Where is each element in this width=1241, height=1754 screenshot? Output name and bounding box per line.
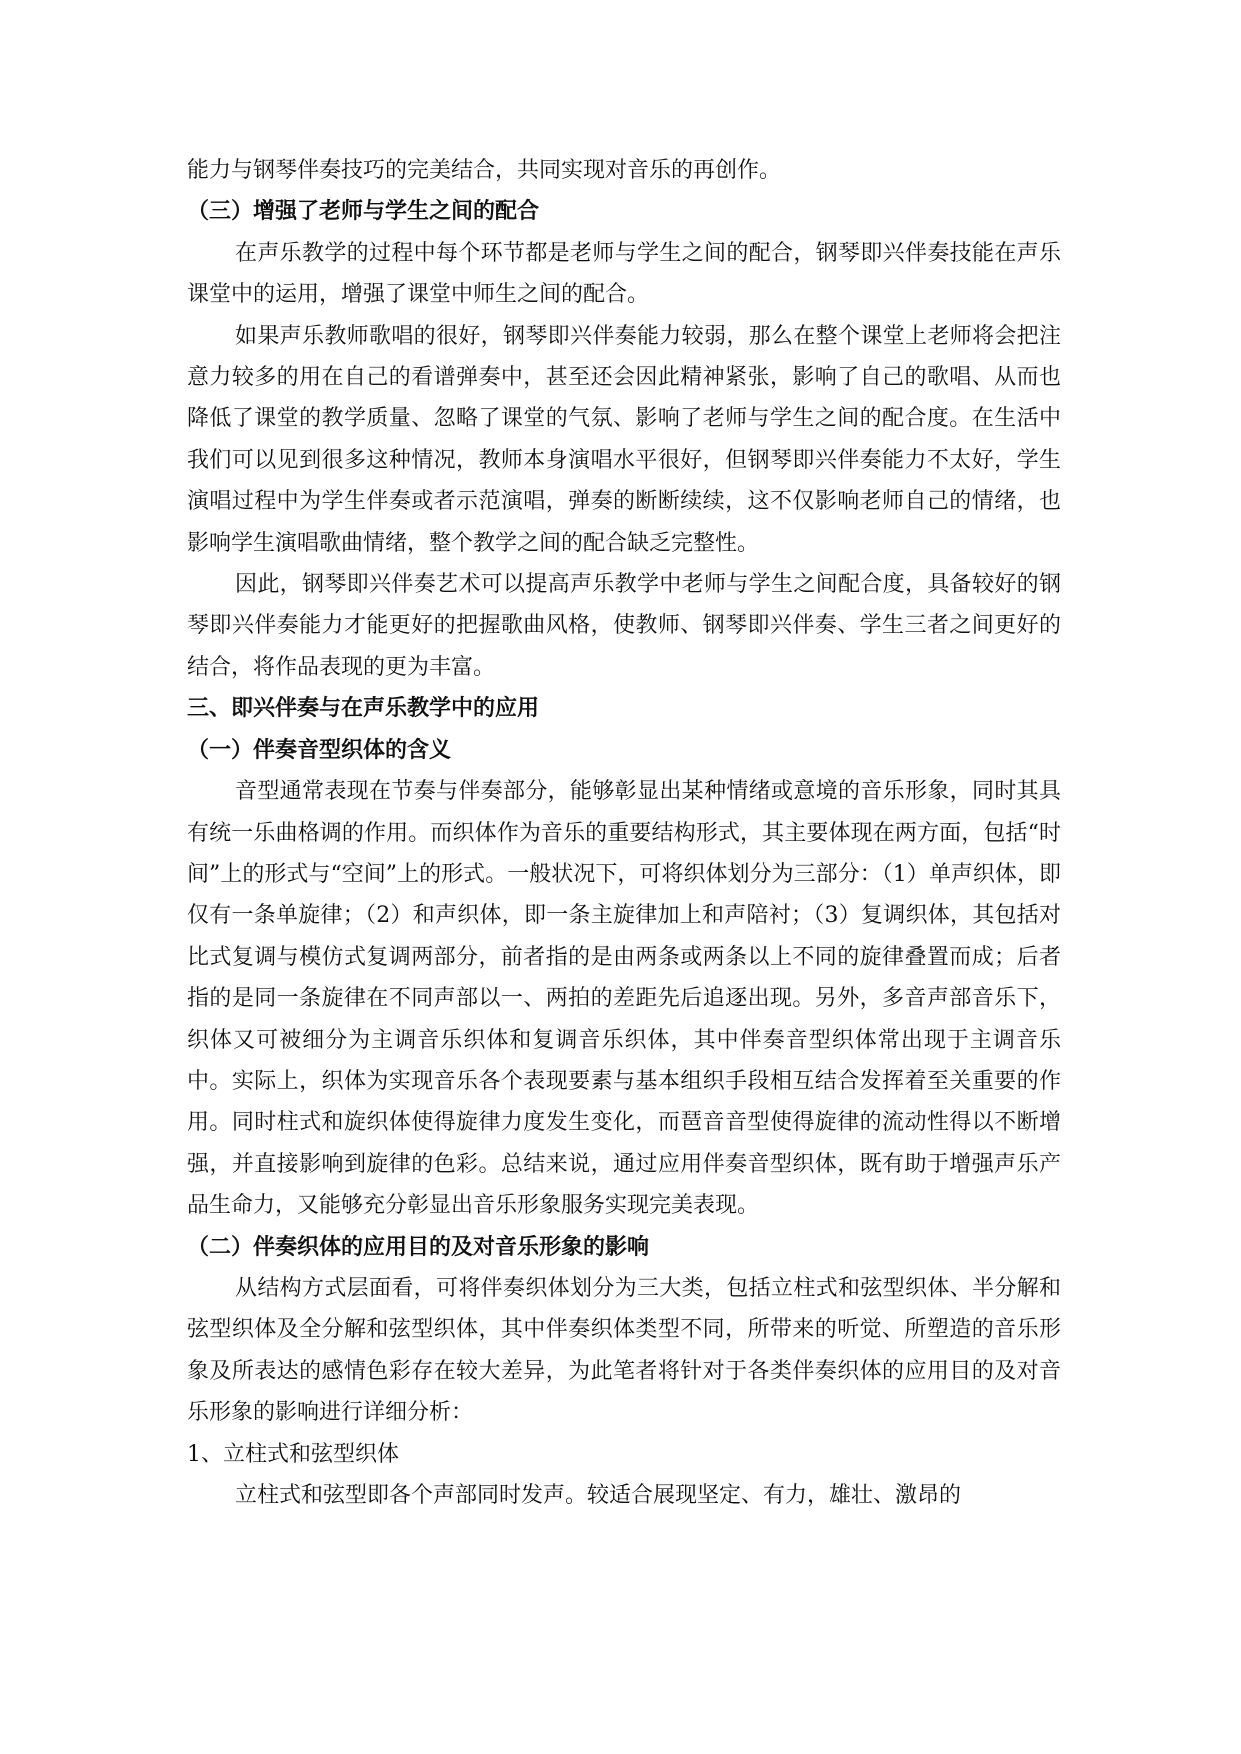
section-heading-2: （二）伴奏织体的应用目的及对音乐形象的影响 bbox=[187, 1234, 650, 1260]
section-heading-3: （三）增强了老师与学生之间的配合 bbox=[187, 199, 540, 225]
section-heading-1: （一）伴奏音型织体的含义 bbox=[187, 737, 452, 763]
chapter-heading-3: 三、即兴伴奏与在声乐教学中的应用 bbox=[187, 696, 540, 722]
paragraph: 因此，钢琴即兴伴奏艺术可以提高声乐教学中老师与学生之间配合度，具备较好的钢琴即兴伴奏能力才能更好的把握歌曲风格，使教师、钢琴即兴伴奏、学生三者之间更好的结合，将作品表现的更为丰富。 bbox=[187, 572, 1061, 680]
document-body bbox=[187, 150, 1061, 1516]
paragraph: 如果声乐教师歌唱的很好，钢琴即兴伴奏能力较弱，那么在整个课堂上老师将会把注意力较多的用在自己的看谱弹奏中，甚至还会因此精神紧张，影响了自己的歌唱、从而也降低了课堂的教学质量、忽略了课堂的气氛、影响了老师与学生之间的配合度。在生活中我们可以见到很多这种情况，教师本身演唱水平很好，但钢琴即兴伴奏能力不太好，学生演唱过程中为学生伴奏或者示范演唱，弹奏的断断续续，这不仅影响老师自己的情绪，也影响学生演唱歌曲情绪，整个教学之间的配合缺乏完整性。 bbox=[187, 323, 1061, 556]
paragraph: 音型通常表现在节奏与伴奏部分，能够彰显出某种情绪或意境的音乐形象，同时其具有统一乐曲格调的作用。而织体作为音乐的重要结构形式，其主要体现在两方面，包括“时间”上的形式与“空间”上的形式。一般状况下，可将织体划分为三部分：（1）单声织体，即仅有一条单旋律；（2）和声织体，即一条主旋律加上和声陪衬；（3）复调织体，其包括对比式复调与模仿式复调两部分，前者指的是由两条或两条以上不同的旋律叠置而成；后者指的是同一条旋律在不同声部以一、两拍的差距先后追逐出现。另外，多音声部音乐下，织体又可被细分为主调音乐织体和复调音乐织体，其中伴奏音型织体常出现于主调音乐中。实际上，织体为实现音乐各个表现要素与基本组织手段相互结合发挥着至关重要的作用。同时柱式和旋织体使得旋律力度发生变化，而琶音音型使得旋律的流动性得以不断增强，并直接影响到旋律的色彩。总结来说，通过应用伴奏音型织体，既有助于增强声乐产品生命力，又能够充分彰显出音乐形象服务实现完美表现。 bbox=[187, 779, 1061, 1219]
paragraph: 从结构方式层面看，可将伴奏织体划分为三大类，包括立柱式和弦型织体、半分解和弦型织体及全分解和弦型织体，其中伴奏织体类型不同，所带来的听觉、所塑造的音乐形象及所表达的感情色彩存在较大差异，为此笔者将针对于各类伴奏织体的应用目的及对音乐形象的影响进行详细分析： bbox=[187, 1275, 1061, 1426]
paragraph: 在声乐教学的过程中每个环节都是老师与学生之间的配合，钢琴即兴伴奏技能在声乐课堂中的运用，增强了课堂中师生之间的配合。 bbox=[187, 240, 1061, 308]
subsection-title: 1、立柱式和弦型织体 bbox=[187, 1441, 399, 1467]
paragraph-continuation: 能力与钢琴伴奏技巧的完美结合，共同实现对音乐的再创作。 bbox=[187, 158, 782, 183]
paragraph: 立柱式和弦型即各个声部同时发声。较适合展现坚定、有力，雄壮、激昂的 bbox=[235, 1483, 962, 1508]
